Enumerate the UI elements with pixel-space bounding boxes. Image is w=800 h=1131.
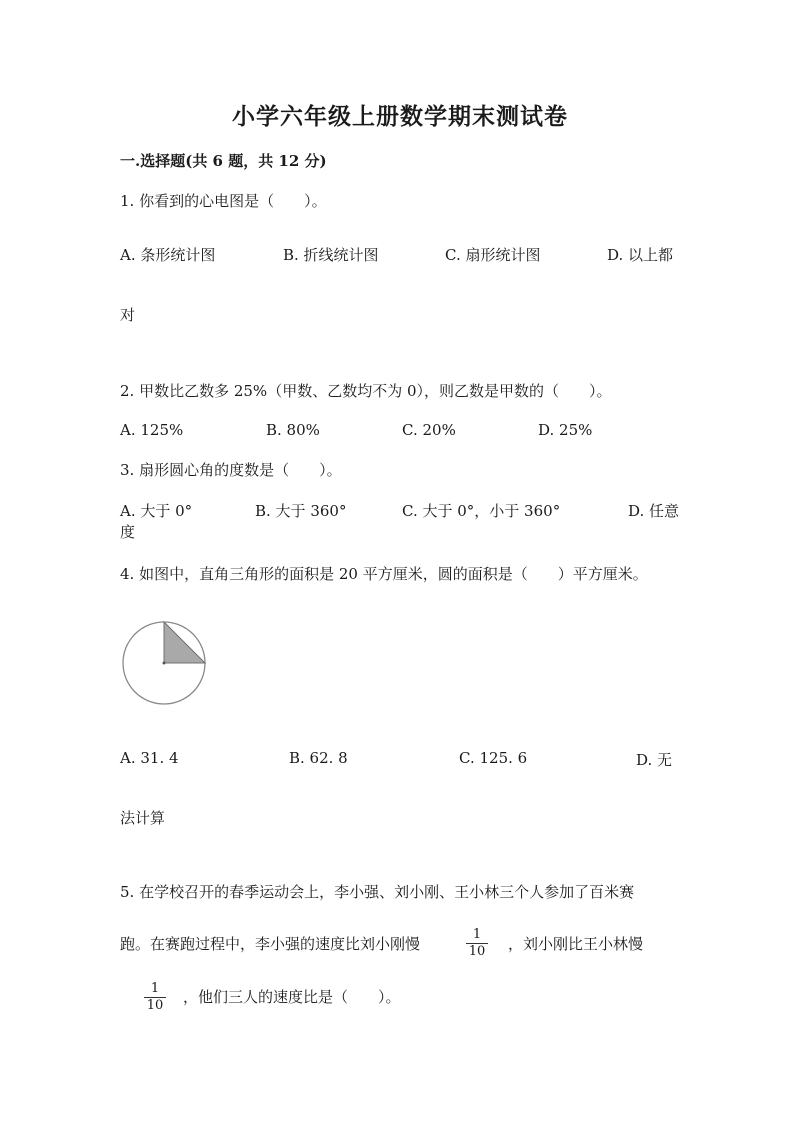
question-4-text: 4. 如图中，直角三角形的面积是 20 平方厘米，圆的面积是（ ）平方厘米。 — [120, 565, 648, 583]
question-2-option-b: B. 80% — [266, 421, 320, 439]
question-5-line-2-part-a: 跑。在赛跑过程中，李小强的速度比刘小刚慢 — [120, 935, 421, 953]
question-3-option-c: C. 大于 0°，小于 360° — [402, 502, 561, 520]
question-3-option-a: A. 大于 0° — [120, 502, 193, 520]
question-3-option-d: D. 任意 — [628, 502, 680, 520]
question-3-option-d-continuation: 度 — [120, 523, 136, 541]
fraction-denominator: 10 — [146, 998, 164, 1013]
question-2-option-c: C. 20% — [402, 421, 456, 439]
question-1-text: 1. 你看到的心电图是（ ）。 — [120, 192, 327, 210]
question-2-option-a: A. 125% — [120, 421, 184, 439]
question-2-option-d: D. 25% — [538, 421, 593, 439]
question-5-line-1: 5. 在学校召开的春季运动会上，李小强、刘小刚、王小林三个人参加了百米赛 — [120, 883, 635, 901]
fraction-one-tenth-1 — [466, 928, 488, 959]
question-1-option-d-continuation: 对 — [120, 306, 136, 324]
question-1-option-a: A. 条形统计图 — [120, 246, 216, 264]
question-3-text: 3. 扇形圆心角的度数是（ ）。 — [120, 461, 342, 479]
section-heading: 一.选择题(共 6 题，共 12 分) — [120, 152, 327, 170]
fraction-numerator: 1 — [472, 927, 482, 942]
fraction-one-tenth-2 — [144, 982, 166, 1013]
center-point — [163, 662, 166, 665]
circle-triangle-figure — [118, 615, 214, 711]
question-1-option-b: B. 折线统计图 — [283, 246, 379, 264]
question-4-option-d: D. 无 — [636, 751, 673, 769]
question-4-option-c: C. 125. 6 — [459, 749, 528, 767]
question-2-text: 2. 甲数比乙数多 25%（甲数、乙数均不为 0），则乙数是甲数的（ ）。 — [120, 382, 612, 400]
fraction-numerator: 1 — [150, 981, 160, 996]
question-5-line-3: ，他们三人的速度比是（ ）。 — [183, 988, 401, 1006]
question-4-option-b: B. 62. 8 — [289, 749, 348, 767]
question-4-option-a: A. 31. 4 — [120, 749, 179, 767]
page-title: 小学六年级上册数学期末测试卷 — [232, 103, 568, 130]
fraction-denominator: 10 — [468, 944, 486, 959]
question-3-option-b: B. 大于 360° — [255, 502, 347, 520]
question-1-option-d: D. 以上都 — [607, 246, 674, 264]
question-4-option-d-continuation: 法计算 — [120, 809, 166, 827]
question-1-option-c: C. 扇形统计图 — [445, 246, 541, 264]
question-5-line-2-part-b: ，刘小刚比王小林慢 — [508, 935, 644, 953]
